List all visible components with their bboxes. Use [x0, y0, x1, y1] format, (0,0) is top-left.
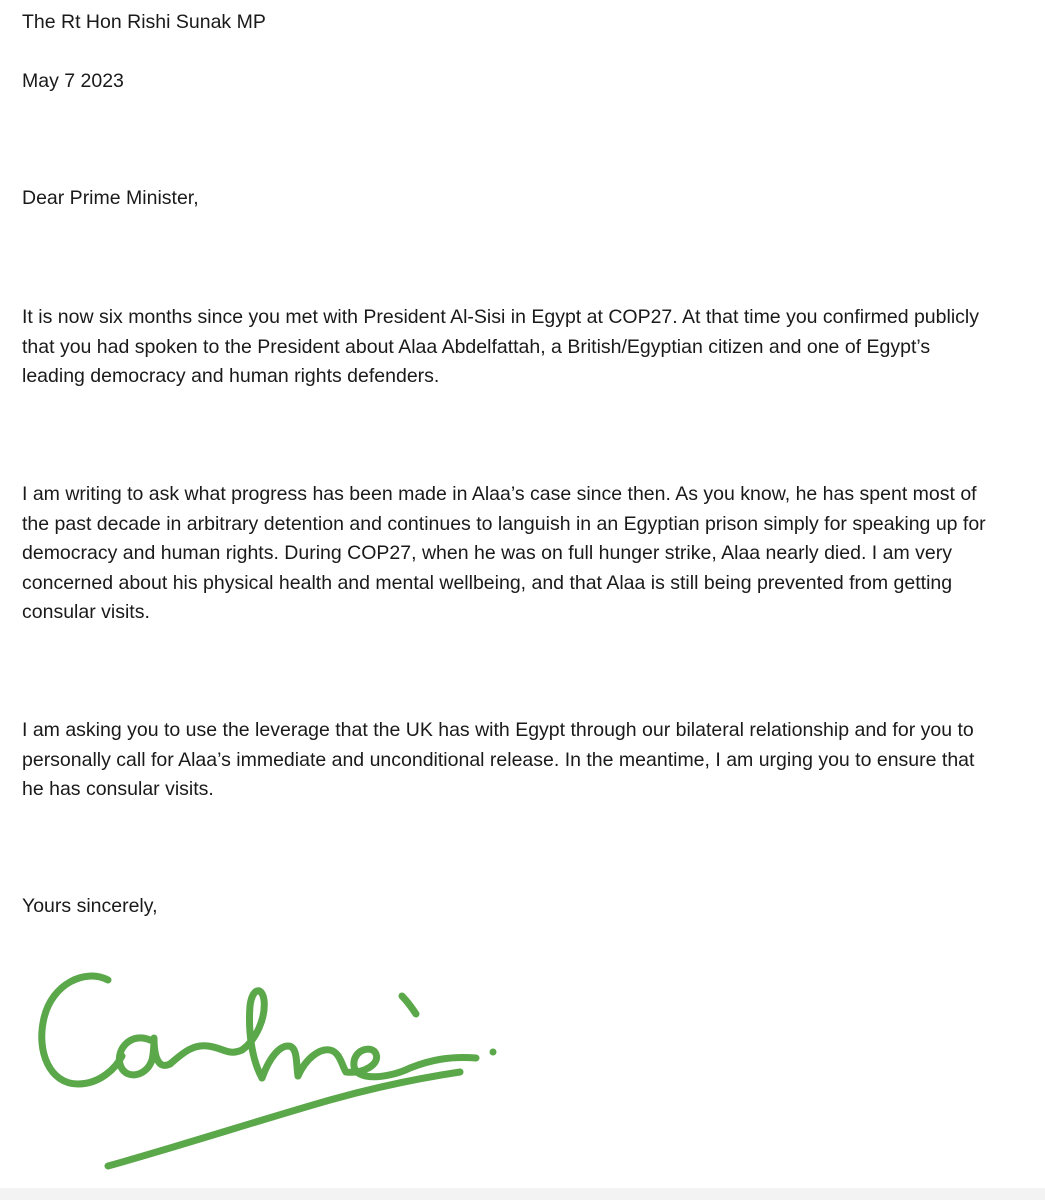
- paragraph-2-line: consular visits.: [22, 601, 150, 623]
- paragraph-2: [22, 480, 1032, 628]
- signature-stroke: [298, 1050, 346, 1076]
- signature-stroke: [42, 976, 122, 1084]
- signature-stroke: [119, 1038, 170, 1075]
- paragraph-2-line: concerned about his physical health and mental wellbeing, and that Alaa is still being prevented from getting: [22, 571, 953, 594]
- paragraph-1-line: leading democracy and human rights defenders.: [22, 365, 440, 387]
- signature-stroke: [242, 991, 264, 1078]
- paragraph-3: [22, 716, 1032, 805]
- paragraph-1-line: It is now six months since you met with President Al-Sisi in Egypt at COP27. At that time you confirmed publicly: [22, 306, 979, 328]
- signature-stroke: [402, 996, 416, 1014]
- signature-stroke: [262, 1046, 298, 1078]
- paragraph-3-line: he has consular visits.: [22, 778, 214, 800]
- paragraph-2-line: I am writing to ask what progress has been made in Alaa’s case since then. As you know, he has spent most of: [22, 483, 977, 505]
- paragraph-1: [22, 303, 1032, 392]
- signature-stroke: [170, 1046, 242, 1064]
- paragraph-3-line: I am asking you to use the leverage that the UK has with Egypt through our bilateral relationship and for you to: [22, 719, 974, 741]
- signature: [30, 960, 510, 1180]
- closing: Yours sincerely,: [22, 895, 158, 917]
- recipient-line: The Rt Hon Rishi Sunak MP: [22, 11, 266, 33]
- paragraph-2-line: the past decade in arbitrary detention and continues to languish in an Egyptian prison simply for speaking up for: [22, 512, 986, 535]
- signature-stroke: [108, 1072, 460, 1166]
- paragraph-3-line: personally call for Alaa’s immediate and unconditional release. In the meantime, I am urging you to ensure that: [22, 748, 975, 771]
- signature-dot: [490, 1049, 497, 1056]
- salutation: Dear Prime Minister,: [22, 187, 199, 209]
- letter-date: May 7 2023: [22, 70, 124, 92]
- page-footer-band: [0, 1188, 1045, 1200]
- paragraph-2-line: democracy and human rights. During COP27, when he was on full hunger strike, Alaa nearly died. I am very: [22, 542, 952, 564]
- paragraph-1-line: that you had spoken to the President about Alaa Abdelfattah, a British/Egyptian citizen and one of Egypt’s: [22, 335, 931, 358]
